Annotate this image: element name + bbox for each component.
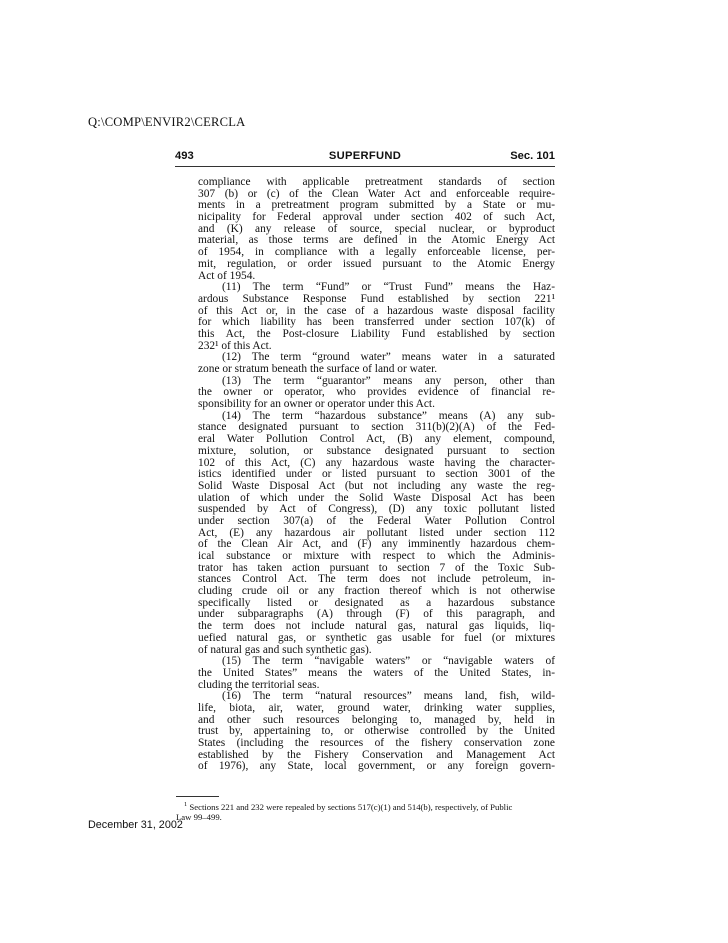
paragraph-12-start: (12) The term “ground water” means water in a saturated [222,351,555,364]
section-number: Sec. 101 [510,150,555,162]
text-line: compliance with applicable pretreatment standards of section [198,176,555,188]
paragraph-15-start: (15) The term “navigable waters” or “navigable waters of [222,655,555,668]
text-line: States (including the resources of the fishery conservation zone [198,737,555,749]
running-head [175,150,555,167]
text-line: ical substance or mixture with respect to which the Adminis- [198,550,555,562]
text-line: Solid Waste Disposal Act (but not including any waste the reg- [198,479,555,492]
text-line: material, as those terms are defined in the Atomic Energy Act [198,234,555,247]
text-line: under section 307(a) of the Federal Water Pollution Control [198,514,555,527]
text-line: for which liability has been transferred under section 107(k) of [198,316,555,329]
text-line: istics identified under or listed pursuant to section 3001 of the [198,468,555,481]
text-line: this Act, the Post-closure Liability Fund established by section [198,327,555,340]
footnote-line: Law 99–499. [176,812,222,823]
text-line: established by the Fishery Conservation and Management Act [198,748,555,761]
text-line: trust by, appertaining to, or otherwise controlled by the United [198,725,555,738]
text-line: 232¹ of this Act. [198,339,272,352]
paragraph-13-start: (13) The term “guarantor” means any person, other than [222,374,555,387]
text-line: under subparagraphs (A) through (F) of this paragraph, and [198,608,555,621]
text-line: ments in a pretreatment program submitted by a State or mu- [198,199,555,212]
text-line: and (K) any release of source, special nuclear, or byproduct [198,222,555,235]
text-line: suspended by Act of Congress), (D) any toxic pollutant listed [198,503,555,516]
text-line: of this Act or, in the case of a hazardous waste disposal facility [198,304,555,317]
text-line: of 1954, in compliance with a legally enforceable license, per- [198,246,555,259]
text-line: stances Control Act. The term does not include petroleum, in- [198,573,555,586]
text-line: Act of 1954. [198,269,256,282]
footnote-marker: 1 [184,801,188,808]
file-path: Q:\COMP\ENVIR2\CERCLA [88,115,246,129]
body-text [198,177,555,773]
text-line: mixture, solution, or substance designated pursuant to section [198,444,555,457]
text-line: specifically listed or designated as a hazardous substance [198,596,555,609]
paragraph-16-start: (16) The term “natural resources” means land, fish, wild- [222,690,555,703]
text-line: ulation of which under the Solid Waste Disposal Act has been [198,491,555,504]
text-line: and other such resources belonging to, managed by, held in [198,713,555,726]
text-line: uefied natural gas, or synthetic gas usable for fuel (or mixtures [198,631,555,644]
text-line: 102 of this Act, (C) any hazardous waste having the character- [198,456,555,469]
text-line: trator has taken action pursuant to section 7 of the Toxic Sub- [198,561,555,574]
text-line: of natural gas and such synthetic gas). [198,643,372,656]
text-line: cluding the territorial seas. [198,678,320,691]
text-line: life, biota, air, water, ground water, drinking water supplies, [198,701,555,714]
footnote-line [176,800,556,812]
text-line: the term does not include natural gas, natural gas liquids, liq- [198,620,555,633]
text-line: cluding crude oil or any fraction thereof which is not otherwise [198,585,555,598]
text-line: sponsibility for an owner or operator under this Act. [198,398,435,411]
text-line: nicipality for Federal approval under section 402 of such Act, [198,211,555,224]
footnote [176,800,556,823]
page-number: 493 [175,150,194,162]
text-line: Act, (E) any hazardous air pollutant listed under section 112 [198,526,555,539]
paragraph-14-start: (14) The term “hazardous substance” means (A) any sub- [222,409,555,422]
text-line: zone or stratum beneath the surface of land or water. [198,363,438,375]
text-line: stance designated pursuant to section 311(b)(2)(A) of the Fed- [198,421,555,434]
paragraph-11-start: (11) The term “Fund” or “Trust Fund” means the Haz- [222,281,555,294]
text-line: eral Water Pollution Control Act, (B) any element, compound, [198,433,555,446]
print-date: December 31, 2002 [88,819,183,831]
text-line: ardous Substance Response Fund established by section 221¹ [198,292,555,305]
text-line: of 1976), any State, local government, or any foreign govern- [198,760,555,773]
text-line: 307 (b) or (c) of the Clean Water Act and enforceable require- [198,187,555,200]
text-line: the owner or operator, who provides evidence of financial re- [198,386,555,399]
running-title: SUPERFUND [328,150,402,162]
text-line: the United States” means the waters of the United States, in- [198,666,555,679]
footnote-text: Sections 221 and 232 were repealed by sections 517(c)(1) and 514(b), respectively, of Public [189,801,513,812]
footnote-rule [176,796,219,797]
text-line: of the Clean Air Act, and (F) any imminently hazardous chem- [198,538,555,551]
text-line: mit, regulation, or order issued pursuant to the Atomic Energy [198,257,555,270]
